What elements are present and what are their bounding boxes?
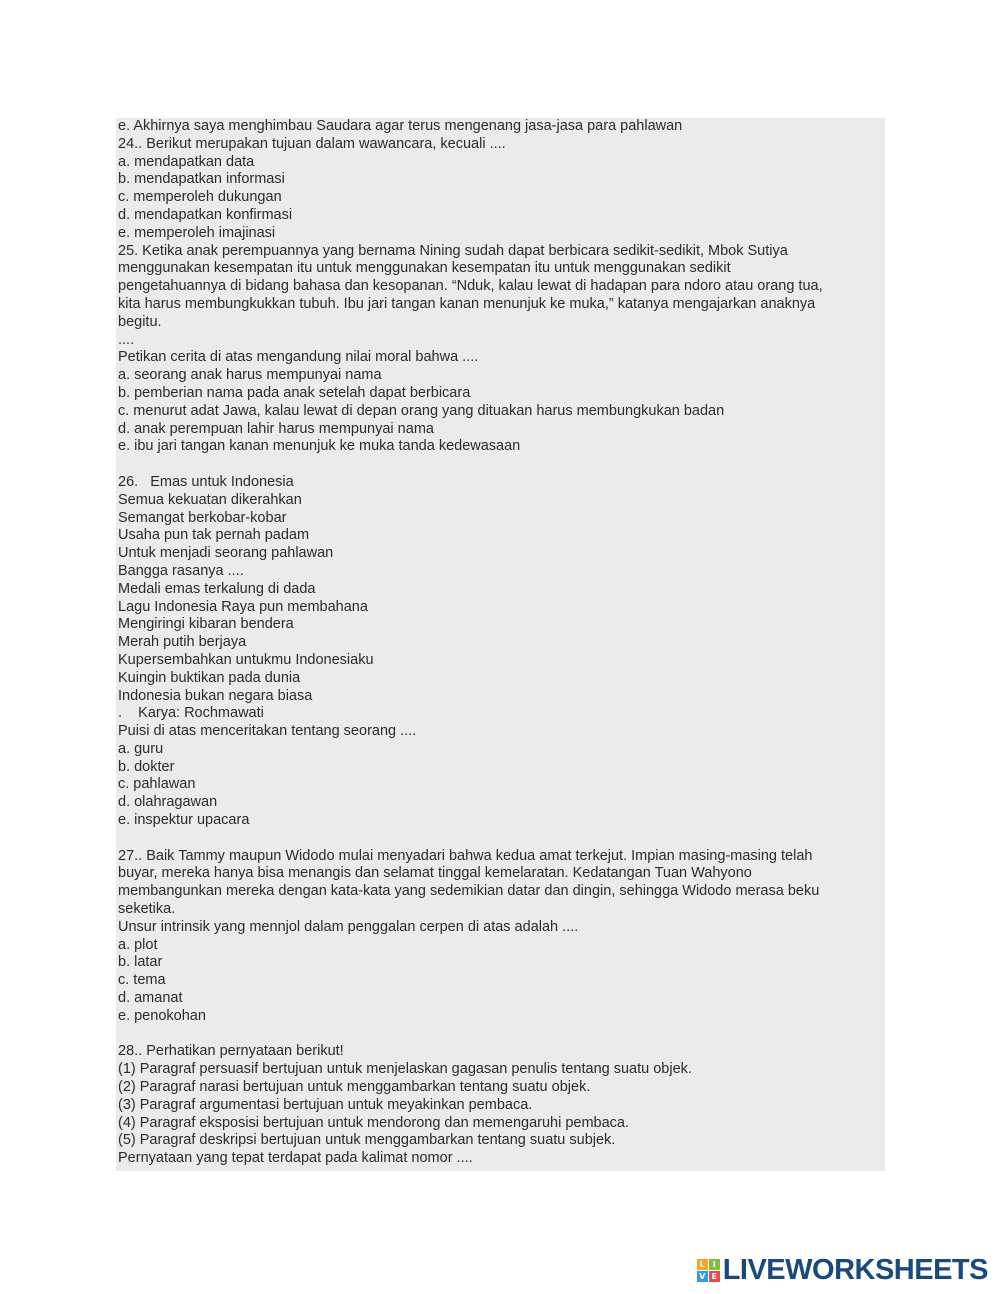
text-line: pengetahuannya di bidang bahasa dan kesopanan. “Nduk, kalau lewat di hadapan para ndoro atau orang tua, — [118, 278, 823, 295]
text-line: 28.. Perhatikan pernyataan berikut! — [118, 1043, 344, 1060]
text-line: Merah putih berjaya — [118, 634, 247, 651]
text-line: Medali emas terkalung di dada — [118, 580, 316, 597]
badge-letter: L — [697, 1259, 708, 1270]
text-line: a. guru — [118, 740, 164, 757]
text-line: Kuingin buktikan pada dunia — [118, 669, 301, 686]
text-line: Usaha pun tak pernah padam — [118, 527, 310, 544]
text-line: c. tema — [118, 972, 166, 989]
text-line: Bangga rasanya .... — [118, 562, 244, 579]
badge-letter: V — [697, 1271, 708, 1282]
text-line: e. Akhirnya saya menghimbau Saudara agar terus mengenang jasa-jasa para pahlawan — [118, 118, 683, 134]
text-line: e. memperoleh imajinasi — [118, 224, 276, 241]
text-line: Lagu Indonesia Raya pun membahana — [118, 598, 368, 615]
text-line: Unsur intrinsik yang mennjol dalam penggalan cerpen di atas adalah .... — [118, 918, 579, 935]
text-line: Puisi di atas menceritakan tentang seorang .... — [118, 723, 417, 740]
liveworksheets-logo — [697, 1254, 988, 1287]
worksheet-text — [118, 118, 878, 1168]
blank-line — [118, 830, 878, 848]
text-line: d. amanat — [118, 990, 183, 1007]
text-line: (5) Paragraf deskripsi bertujuan untuk menggambarkan tentang suatu subjek. — [118, 1132, 616, 1149]
text-line: e. ibu jari tangan kanan menunjuk ke muka tanda kedewasaan — [118, 438, 521, 455]
text-line: buyar, mereka hanya bisa menangis dan selamat tinggal kemelaratan. Kedatangan Tuan Wahyono — [118, 865, 752, 882]
text-line: (4) Paragraf eksposisi bertujuan untuk mendorong dan memengaruhi pembaca. — [118, 1114, 630, 1131]
text-line: (3) Paragraf argumentasi bertujuan untuk meyakinkan pembaca. — [118, 1096, 533, 1113]
badge-letter: E — [709, 1271, 720, 1282]
text-line: a. seorang anak harus mempunyai nama — [118, 367, 382, 384]
text-line: d. anak perempuan lahir harus mempunyai nama — [118, 420, 434, 437]
text-line: d. olahragawan — [118, 794, 218, 811]
text-line: (1) Paragraf persuasif bertujuan untuk menjelaskan gagasan penulis tentang suatu objek. — [118, 1061, 692, 1078]
text-line: b. latar — [118, 954, 163, 971]
text-line: kita harus membungkukkan tubuh. Ibu jari tangan kanan menunjuk ke muka,” katanya mengajarkan anaknya — [118, 295, 816, 312]
text-line: Mengiringi kibaran bendera — [118, 616, 294, 633]
text-line: Pernyataan yang tepat terdapat pada kalimat nomor .... — [118, 1150, 473, 1167]
text-line: Indonesia bukan negara biasa — [118, 687, 313, 704]
text-line: b. mendapatkan informasi — [118, 171, 285, 188]
text-line: 27.. Baik Tammy maupun Widodo mulai menyadari bahwa kedua amat terkejut. Impian masing-masing telah — [118, 847, 813, 864]
text-line: d. mendapatkan konfirmasi — [118, 206, 293, 223]
badge-letter: I — [709, 1259, 720, 1270]
text-line: a. mendapatkan data — [118, 153, 255, 170]
text-line: (2) Paragraf narasi bertujuan untuk menggambarkan tentang suatu objek. — [118, 1079, 591, 1096]
text-line: menggunakan kesempatan itu untuk menggunakan kesempatan itu untuk menggunakan sedikit — [118, 260, 731, 277]
text-line: Petikan cerita di atas mengandung nilai moral bahwa .... — [118, 349, 479, 366]
blank-line — [118, 1026, 878, 1044]
text-line: a. plot — [118, 936, 158, 953]
text-line: 25. Ketika anak perempuannya yang bernama Nining sudah dapat berbicara sedikit-sedikit, Mbok Sutiya — [118, 242, 788, 259]
text-line: e. inspektur upacara — [118, 812, 250, 829]
text-line: begitu. — [118, 313, 162, 330]
text-line: c. menurut adat Jawa, kalau lewat di depan orang yang dituakan harus membungkukan badan — [118, 402, 725, 419]
text-line: Semua kekuatan dikerahkan — [118, 491, 302, 508]
text-line: c. memperoleh dukungan — [118, 189, 282, 206]
text-line: Semangat berkobar-kobar — [118, 509, 287, 526]
text-line: 24.. Berikut merupakan tujuan dalam wawancara, kecuali .... — [118, 135, 506, 152]
text-line: b. dokter — [118, 758, 175, 775]
text-line: seketika. — [118, 901, 176, 918]
text-line: .... — [118, 331, 135, 348]
text-line: b. pemberian nama pada anak setelah dapat berbicara — [118, 384, 471, 401]
logo-wordmark: LIVEWORKSHEETS — [722, 1254, 988, 1286]
text-line: Kupersembahkan untukmu Indonesiaku — [118, 651, 374, 668]
live-badge-icon — [697, 1259, 720, 1282]
text-line: . Karya: Rochmawati — [118, 705, 264, 722]
blank-line — [118, 456, 878, 474]
text-line: membangunkan mereka dengan kata-kata yang sedemikian datar dan dingin, sehingga Widodo merasa beku — [118, 883, 820, 900]
text-line: Untuk menjadi seorang pahlawan — [118, 545, 334, 562]
text-line: e. penokohan — [118, 1007, 206, 1024]
text-line: 26. Emas untuk Indonesia — [118, 473, 294, 490]
text-line: c. pahlawan — [118, 776, 196, 793]
